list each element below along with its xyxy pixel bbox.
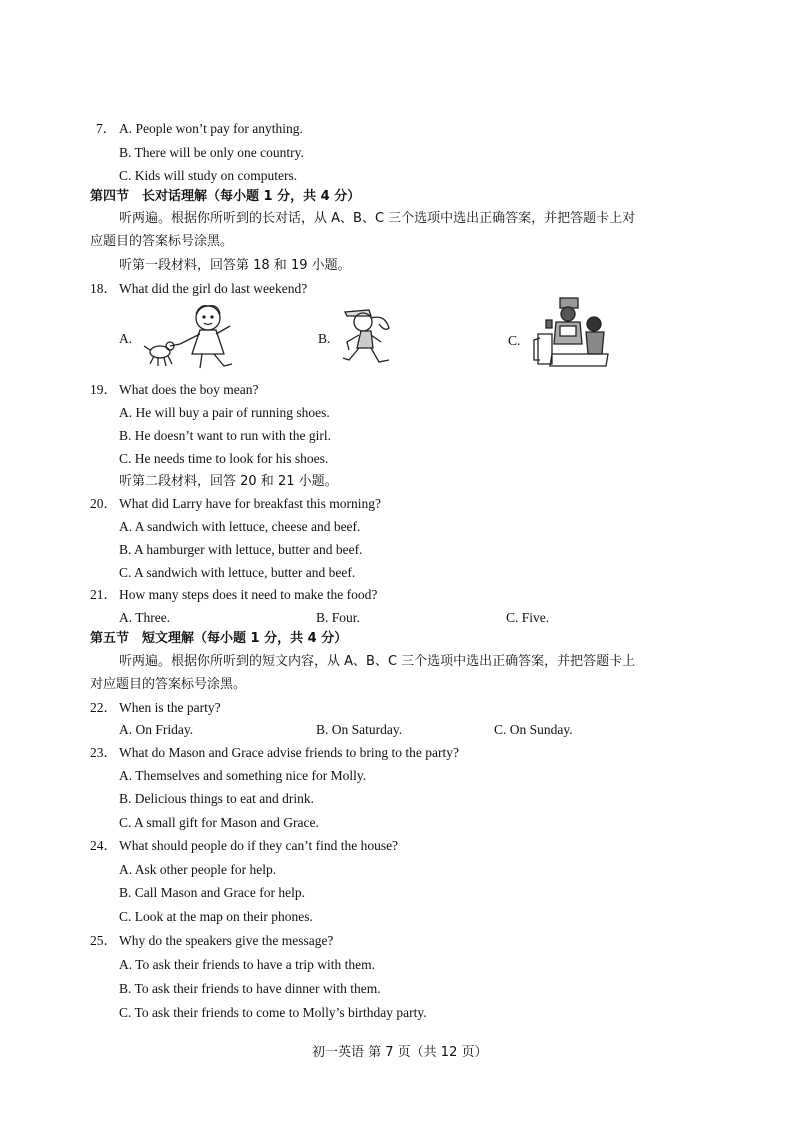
q24-number: 24． bbox=[90, 838, 117, 853]
family-reading-picture[interactable] bbox=[530, 294, 610, 370]
section4-instruction-2: 应题目的答案标号涂黑。 bbox=[90, 234, 234, 249]
q23-question: What do Mason and Grace advise friends to bring to the party? bbox=[119, 745, 460, 760]
q19-question: What does the boy mean? bbox=[119, 382, 259, 397]
q7-option-c[interactable]: C. Kids will study on computers. bbox=[119, 168, 298, 183]
q19-option-b[interactable]: B. He doesn’t want to run with the girl. bbox=[119, 428, 331, 443]
q18-question: What did the girl do last weekend? bbox=[119, 281, 308, 296]
q20-number: 20． bbox=[90, 496, 117, 511]
q25-option-b[interactable]: B. To ask their friends to have dinner with them. bbox=[119, 981, 381, 996]
girl-walking-dog-picture[interactable] bbox=[140, 302, 250, 372]
section4-material-1: 听第一段材料，回答第 18 和 19 小题。 bbox=[119, 258, 351, 273]
q21-question: How many steps does it need to make the food? bbox=[119, 587, 378, 602]
section5-title: 第五节 短文理解（每小题 1 分，共 4 分） bbox=[90, 631, 348, 646]
q23-option-c[interactable]: C. A small gift for Mason and Grace. bbox=[119, 815, 319, 830]
q22-question: When is the party? bbox=[119, 700, 221, 715]
q24-option-b[interactable]: B. Call Mason and Grace for help. bbox=[119, 885, 305, 900]
q18-option-c-label[interactable]: C. bbox=[508, 333, 521, 348]
q20-option-c[interactable]: C. A sandwich with lettuce, butter and beef. bbox=[119, 565, 356, 580]
q19-option-c[interactable]: C. He needs time to look for his shoes. bbox=[119, 451, 329, 466]
q20-question: What did Larry have for breakfast this morning? bbox=[119, 496, 382, 511]
section4-instruction-1: 听两遍。根据你所听到的长对话，从 A、B、C 三个选项中选出正确答案，并把答题卡上对 bbox=[119, 211, 636, 226]
q23-option-a[interactable]: A. Themselves and something nice for Molly. bbox=[119, 768, 367, 783]
q25-number: 25． bbox=[90, 933, 117, 948]
q24-option-c[interactable]: C. Look at the map on their phones. bbox=[119, 909, 313, 924]
q21-number: 21． bbox=[90, 587, 117, 602]
q23-option-b[interactable]: B. Delicious things to eat and drink. bbox=[119, 791, 314, 806]
q23-number: 23． bbox=[90, 745, 117, 760]
q25-question: Why do the speakers give the message? bbox=[119, 933, 334, 948]
q20-option-a[interactable]: A. A sandwich with lettuce, cheese and beef. bbox=[119, 519, 361, 534]
q7-option-b[interactable]: B. There will be only one country. bbox=[119, 145, 304, 160]
q22-number: 22． bbox=[90, 700, 117, 715]
q7-option-a[interactable]: A. People won’t pay for anything. bbox=[119, 121, 303, 136]
section5-instruction-1: 听两遍。根据你所听到的短文内容，从 A、B、C 三个选项中选出正确答案，并把答题卡上 bbox=[119, 654, 636, 669]
girl-running-picture[interactable] bbox=[335, 302, 405, 372]
q19-number: 19． bbox=[90, 382, 117, 397]
q7-number: 7． bbox=[96, 121, 117, 136]
q19-option-a[interactable]: A. He will buy a pair of running shoes. bbox=[119, 405, 330, 420]
q22-option-b[interactable]: B. On Saturday. bbox=[316, 722, 403, 737]
q20-option-b[interactable]: B. A hamburger with lettuce, butter and beef. bbox=[119, 542, 363, 557]
q22-option-c[interactable]: C. On Sunday. bbox=[494, 722, 573, 737]
q22-option-a[interactable]: A. On Friday. bbox=[119, 722, 194, 737]
q18-option-a-label[interactable]: A. bbox=[119, 331, 133, 346]
section5-instruction-2: 对应题目的答案标号涂黑。 bbox=[90, 677, 247, 692]
section4-title: 第四节 长对话理解（每小题 1 分，共 4 分） bbox=[90, 189, 361, 204]
page-footer: 初一英语 第 7 页（共 12 页） bbox=[312, 1045, 488, 1060]
q21-option-c[interactable]: C. Five. bbox=[506, 610, 550, 625]
q24-option-a[interactable]: A. Ask other people for help. bbox=[119, 862, 277, 877]
section4-material-2: 听第二段材料，回答 20 和 21 小题。 bbox=[119, 474, 338, 489]
q21-option-b[interactable]: B. Four. bbox=[316, 610, 360, 625]
q24-question: What should people do if they can’t find the house? bbox=[119, 838, 399, 853]
q21-option-a[interactable]: A. Three. bbox=[119, 610, 171, 625]
q25-option-a[interactable]: A. To ask their friends to have a trip with them. bbox=[119, 957, 375, 972]
q18-option-b-label[interactable]: B. bbox=[318, 331, 331, 346]
q25-option-c[interactable]: C. To ask their friends to come to Molly’s birthday party. bbox=[119, 1005, 427, 1020]
q18-number: 18． bbox=[90, 281, 117, 296]
